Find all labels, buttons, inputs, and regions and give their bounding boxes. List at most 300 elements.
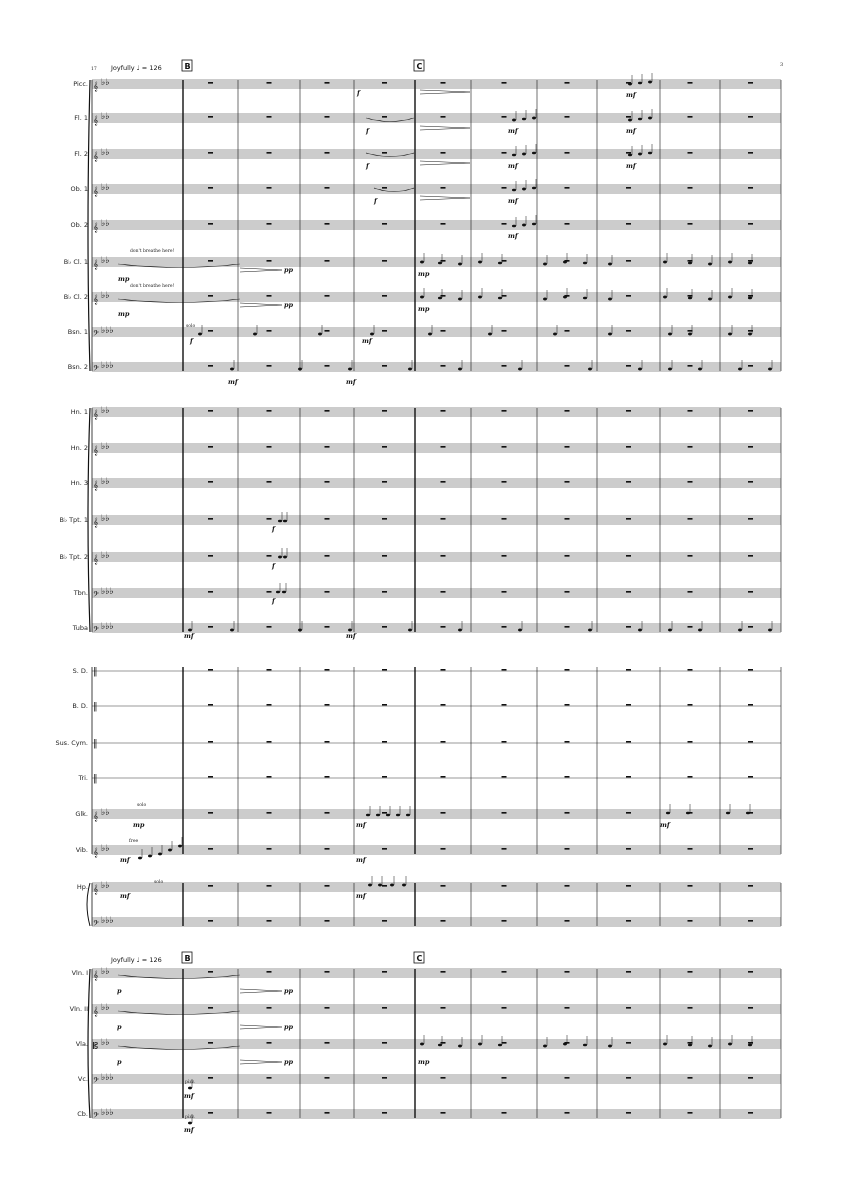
dynamic-f: f xyxy=(272,562,275,570)
measure-rest xyxy=(502,1007,507,1009)
glk-harp-note xyxy=(376,814,380,817)
measure-rest xyxy=(565,1007,570,1009)
dynamic-mp: mp xyxy=(418,305,430,313)
measure-rest xyxy=(502,669,507,671)
flute-run-note xyxy=(512,119,516,122)
measure-rest xyxy=(208,295,213,297)
melody-note-vla xyxy=(608,1045,612,1048)
flute-run-note xyxy=(532,223,536,226)
measure-rest xyxy=(382,555,387,557)
melody-note-cl1 xyxy=(543,263,547,266)
measure-rest xyxy=(208,1077,213,1079)
dynamic-mf: mf xyxy=(626,127,636,135)
staff-tbn xyxy=(73,587,781,601)
measure-rest xyxy=(382,848,387,850)
dynamic-f: f xyxy=(366,162,369,170)
measure-rest xyxy=(441,187,446,189)
glk-harp-note xyxy=(366,814,370,817)
text-pizz: pizz. xyxy=(185,1115,196,1120)
measure-rest xyxy=(441,971,446,973)
staff-vla xyxy=(76,1038,781,1052)
measure-rest xyxy=(688,626,693,628)
dynamic-pp: pp xyxy=(284,1023,294,1031)
dynamic-pp: pp xyxy=(284,266,294,274)
clef-bass: 𝄢 xyxy=(93,591,99,601)
clef-alto: 𝄡 xyxy=(93,1042,99,1052)
dynamic-mf: mf xyxy=(346,378,356,386)
dynamic-mf: mf xyxy=(626,162,636,170)
clef-treble: 𝄞 xyxy=(93,152,99,162)
measure-rest xyxy=(565,885,570,887)
measure-rest xyxy=(688,1007,693,1009)
rehearsal-mark-c-top xyxy=(414,60,424,71)
melody-note-cl1 xyxy=(748,262,752,265)
measure-rest xyxy=(565,116,570,118)
measure-rest xyxy=(382,704,387,706)
glk-harp-note xyxy=(726,812,730,815)
measure-rest xyxy=(382,82,387,84)
bassoon2-note xyxy=(230,368,234,371)
bracket-woodwinds xyxy=(88,80,90,371)
brass-figure-note xyxy=(282,591,286,594)
melody-note-cl2 xyxy=(420,296,424,299)
staff-ob1 xyxy=(70,183,781,197)
measure-rest xyxy=(325,971,330,973)
measure-rest xyxy=(565,776,570,778)
clef-perc: ‖ xyxy=(93,774,98,784)
measure-rest xyxy=(208,626,213,628)
measure-rest xyxy=(626,187,631,189)
melody-note-cl1 xyxy=(608,263,612,266)
dynamic-mf: mf xyxy=(184,1092,194,1100)
melody-note-cl2 xyxy=(478,296,482,299)
text-solo: solo xyxy=(186,324,196,329)
instrument-label: Tri. xyxy=(78,774,88,782)
measure-rest xyxy=(382,295,387,297)
flute-run-note xyxy=(648,152,652,155)
measure-rest xyxy=(626,1042,631,1044)
key-signature: ♭♭♭ xyxy=(101,1073,114,1083)
measure-rest xyxy=(325,812,330,814)
measure-rest xyxy=(382,410,387,412)
clef-bass: 𝄢 xyxy=(93,1112,99,1122)
measure-rest xyxy=(441,812,446,814)
measure-rest xyxy=(565,330,570,332)
measure-rest xyxy=(382,591,387,593)
staff-bsn1 xyxy=(68,326,781,340)
melody-note-vla xyxy=(583,1044,587,1047)
instrument-label: Vln. I xyxy=(71,969,88,977)
instrument-label: Sus. Cym. xyxy=(55,739,88,747)
staff-sd xyxy=(73,667,781,677)
measure-rest xyxy=(267,1077,272,1079)
dynamic-f: f xyxy=(357,89,360,97)
staff-hn2 xyxy=(71,442,781,456)
measure-rest xyxy=(441,365,446,367)
instrument-label: B. D. xyxy=(72,702,88,710)
dynamic-f: f xyxy=(366,127,369,135)
bassoon2-note xyxy=(668,368,672,371)
pizz-note xyxy=(188,1087,192,1090)
measure-rest xyxy=(626,555,631,557)
measure-rest xyxy=(502,116,507,118)
dynamic-mf: mf xyxy=(120,892,130,900)
measure-rest xyxy=(502,704,507,706)
measure-rest xyxy=(748,518,753,520)
measure-rest xyxy=(441,223,446,225)
melody-note-cl1 xyxy=(583,262,587,265)
staff-bd xyxy=(72,702,781,712)
melody-note-cl1 xyxy=(478,261,482,264)
dynamic-mf: mf xyxy=(346,632,356,640)
key-signature: ♭♭ xyxy=(101,477,110,487)
staff-hp_lo xyxy=(92,916,781,930)
measure-rest xyxy=(748,704,753,706)
measure-rest xyxy=(382,260,387,262)
dynamic-pp: pp xyxy=(284,1058,294,1066)
measure-rest xyxy=(382,1042,387,1044)
staff-tuba xyxy=(72,622,781,636)
key-signature: ♭♭ xyxy=(101,514,110,524)
measure-rest xyxy=(748,885,753,887)
clef-treble: 𝄞 xyxy=(93,223,99,233)
measure-rest xyxy=(267,223,272,225)
melody-note-vla xyxy=(563,1043,567,1046)
measure-rest xyxy=(626,812,631,814)
measure-rest xyxy=(382,741,387,743)
measure-rest xyxy=(208,365,213,367)
measure-rest xyxy=(502,152,507,154)
flute-run-note xyxy=(628,119,632,122)
measure-rest xyxy=(748,920,753,922)
bassoon-note xyxy=(428,333,432,336)
measure-rest xyxy=(382,669,387,671)
measure-rest xyxy=(565,971,570,973)
melody-note-cl2 xyxy=(663,296,667,299)
key-signature: ♭♭ xyxy=(101,256,110,266)
dynamic-f: f xyxy=(272,525,275,533)
measure-rest xyxy=(267,446,272,448)
measure-rest xyxy=(565,669,570,671)
measure-rest xyxy=(208,920,213,922)
measure-rest xyxy=(267,152,272,154)
dynamic-mp: mp xyxy=(118,310,130,318)
measure-rest xyxy=(565,82,570,84)
measure-rest xyxy=(565,626,570,628)
measure-rest xyxy=(382,626,387,628)
measure-rest xyxy=(208,1112,213,1114)
measure-rest xyxy=(267,741,272,743)
melody-note-cl1 xyxy=(688,262,692,265)
measure-rest xyxy=(267,669,272,671)
instrument-label: Hp. xyxy=(76,883,88,891)
measure-rest xyxy=(688,669,693,671)
svg-text:C: C xyxy=(416,954,423,963)
melody-note-vla xyxy=(728,1043,732,1046)
measure-rest xyxy=(748,187,753,189)
bassoon2-note xyxy=(298,368,302,371)
bracket-brass xyxy=(88,408,90,632)
melody-note-cl2 xyxy=(583,297,587,300)
clef-perc: ‖ xyxy=(93,739,98,749)
measure-rest xyxy=(626,410,631,412)
measure-rest xyxy=(626,741,631,743)
svg-text:B: B xyxy=(184,954,191,963)
measure-rest xyxy=(626,223,631,225)
measure-rest xyxy=(748,555,753,557)
measure-rest xyxy=(502,885,507,887)
staff-fl1 xyxy=(74,112,781,126)
staff-tpt2 xyxy=(59,551,781,565)
measure-rest xyxy=(626,330,631,332)
measure-rest xyxy=(382,330,387,332)
melody-note-vla xyxy=(438,1044,442,1047)
vib-run-note xyxy=(178,845,182,848)
measure-rest xyxy=(208,812,213,814)
measure-rest xyxy=(208,1007,213,1009)
measure-rest xyxy=(748,971,753,973)
melody-note-cl2 xyxy=(608,298,612,301)
measure-rest xyxy=(267,1042,272,1044)
dynamic-mf: mf xyxy=(184,1126,194,1134)
key-signature: ♭♭ xyxy=(101,219,110,229)
measure-rest xyxy=(626,848,631,850)
barline-group-4 xyxy=(92,969,781,1118)
measure-rest xyxy=(748,223,753,225)
glk-harp-note xyxy=(666,812,670,815)
measure-rest xyxy=(208,260,213,262)
staff-glk xyxy=(75,808,781,822)
instrument-label: Vln. II xyxy=(69,1005,88,1013)
measure-rest xyxy=(626,1007,631,1009)
brass-figure-note xyxy=(283,556,287,559)
measure-rest xyxy=(626,704,631,706)
instrument-label: B♭ Tpt. 2 xyxy=(59,553,88,561)
melody-note-cl1 xyxy=(728,261,732,264)
measure-rest xyxy=(748,848,753,850)
measure-rest xyxy=(688,223,693,225)
clef-treble: 𝄞 xyxy=(93,555,99,565)
instrument-label: B♭ Cl. 1 xyxy=(63,258,88,266)
measure-rest xyxy=(325,920,330,922)
bassoon2-note xyxy=(408,368,412,371)
bassoon2-note xyxy=(518,368,522,371)
decrescendo-hairpin xyxy=(420,196,470,200)
measure-rest xyxy=(626,669,631,671)
instrument-label: Tbn. xyxy=(73,589,88,597)
measure-rest xyxy=(565,481,570,483)
measure-rest xyxy=(748,82,753,84)
bassoon-note xyxy=(318,333,322,336)
measure-rest xyxy=(325,295,330,297)
clef-treble: 𝄞 xyxy=(93,260,99,270)
bracket-strings xyxy=(88,969,90,1118)
flute-run-note xyxy=(522,188,526,191)
melody-note-vla xyxy=(708,1045,712,1048)
measure-rest xyxy=(441,741,446,743)
glk-harp-note xyxy=(378,884,382,887)
tuba-note xyxy=(188,629,192,632)
measure-rest xyxy=(565,187,570,189)
rehearsal-mark-b-top xyxy=(182,60,192,71)
measure-rest xyxy=(502,848,507,850)
measure-rest xyxy=(626,626,631,628)
measure-rest xyxy=(325,410,330,412)
measure-rest xyxy=(208,1042,213,1044)
decrescendo-hairpin xyxy=(240,1025,282,1029)
instrument-label: Glk. xyxy=(75,810,88,818)
flute-run-note xyxy=(638,153,642,156)
measure-rest xyxy=(626,920,631,922)
measure-rest xyxy=(382,116,387,118)
bassoon2-note xyxy=(768,368,772,371)
measure-rest xyxy=(267,365,272,367)
tempo-marking-strings: Joyfully ♩ = 126 xyxy=(111,956,162,964)
vib-run-note xyxy=(168,849,172,852)
tuba-note xyxy=(458,629,462,632)
measure-rest xyxy=(267,1007,272,1009)
measure-rest xyxy=(502,776,507,778)
instrument-label: Fl. 1 xyxy=(74,114,88,122)
melody-note-cl2 xyxy=(498,297,502,300)
measure-rest xyxy=(502,82,507,84)
measure-rest xyxy=(748,152,753,154)
instrument-label: Fl. 2 xyxy=(74,150,88,158)
staff-picc xyxy=(73,78,781,92)
flute-run-note xyxy=(522,153,526,156)
staff-hn3 xyxy=(71,477,781,491)
flute-run-note xyxy=(532,117,536,120)
bassoon-note xyxy=(728,333,732,336)
measure-rest xyxy=(382,812,387,814)
bassoon2-note xyxy=(588,368,592,371)
measure-rest xyxy=(748,669,753,671)
measure-rest xyxy=(441,669,446,671)
measure-rest xyxy=(565,741,570,743)
measure-rest xyxy=(267,704,272,706)
melody-note-vla xyxy=(498,1044,502,1047)
barline-group-3 xyxy=(92,883,781,926)
melody-note-cl1 xyxy=(708,263,712,266)
svg-text:C: C xyxy=(416,62,423,71)
measure-rest xyxy=(688,885,693,887)
vib-run-note xyxy=(158,853,162,856)
clef-treble: 𝄞 xyxy=(93,971,99,981)
tuba-note xyxy=(408,629,412,632)
bassoon-note xyxy=(748,333,752,336)
flute-run-note xyxy=(522,224,526,227)
bassoon-note xyxy=(198,333,202,336)
text-solo: solo xyxy=(154,880,164,885)
clef-bass: 𝄢 xyxy=(93,330,99,340)
measure-rest xyxy=(502,920,507,922)
instrument-label: Bsn. 1 xyxy=(67,328,88,336)
dynamic-mf: mf xyxy=(508,197,518,205)
measure-rest xyxy=(441,1112,446,1114)
key-signature: ♭♭ xyxy=(101,1003,110,1013)
tuba-note xyxy=(230,629,234,632)
rehearsal-mark-b-strings xyxy=(182,952,192,963)
clef-treble: 𝄞 xyxy=(93,446,99,456)
measure-rest xyxy=(325,1077,330,1079)
page-number: 3 xyxy=(780,62,784,68)
flute-run-note xyxy=(628,154,632,157)
melody-note-cl2 xyxy=(748,297,752,300)
measure-rest xyxy=(382,446,387,448)
bassoon-note xyxy=(668,333,672,336)
measure-rest xyxy=(208,669,213,671)
melody-note-vla xyxy=(478,1043,482,1046)
flute-run-note xyxy=(512,225,516,228)
clef-treble: 𝄞 xyxy=(93,410,99,420)
measure-rest xyxy=(267,518,272,520)
measure-rest xyxy=(208,187,213,189)
measure-rest xyxy=(502,741,507,743)
melody-note-cl2 xyxy=(458,298,462,301)
instrument-label: Picc. xyxy=(73,80,88,88)
decrescendo-hairpin xyxy=(420,90,470,94)
measure-rest xyxy=(748,410,753,412)
measure-rest xyxy=(267,971,272,973)
staff-hn1 xyxy=(71,406,781,420)
measure-rest xyxy=(267,260,272,262)
measure-rest xyxy=(325,741,330,743)
measure-rest xyxy=(688,1112,693,1114)
vib-run-note xyxy=(148,855,152,858)
measure-rest xyxy=(748,626,753,628)
dynamic-pp: pp xyxy=(284,987,294,995)
staff-tpt1 xyxy=(59,514,781,528)
measure-rest xyxy=(441,82,446,84)
clef-bass: 𝄢 xyxy=(93,626,99,636)
glk-harp-note xyxy=(402,884,406,887)
melody-note-cl2 xyxy=(708,298,712,301)
key-signature: ♭♭ xyxy=(101,78,110,88)
measure-rest xyxy=(208,518,213,520)
tuba-note xyxy=(768,629,772,632)
measure-rest xyxy=(441,776,446,778)
measure-rest xyxy=(325,1042,330,1044)
measure-rest xyxy=(208,555,213,557)
clef-treble: 𝄞 xyxy=(93,885,99,895)
measure-rest xyxy=(748,1077,753,1079)
measure-rest xyxy=(267,885,272,887)
glk-harp-note xyxy=(406,814,410,817)
instrument-label: Ob. 2 xyxy=(70,221,88,229)
bassoon-note xyxy=(488,333,492,336)
instrument-label: Vla. xyxy=(75,1040,88,1048)
measure-rest xyxy=(267,116,272,118)
measure-rest xyxy=(382,365,387,367)
tuba-note xyxy=(668,629,672,632)
key-signature: ♭♭ xyxy=(101,844,110,854)
measure-rest xyxy=(325,446,330,448)
glk-harp-note xyxy=(386,814,390,817)
measure-rest xyxy=(626,446,631,448)
measure-rest xyxy=(565,410,570,412)
measure-rest xyxy=(208,410,213,412)
measure-rest xyxy=(626,885,631,887)
melody-note-cl1 xyxy=(438,262,442,265)
tuba-note xyxy=(588,629,592,632)
decrescendo-hairpin xyxy=(420,161,470,165)
bassoon-note xyxy=(253,333,257,336)
tuba-note xyxy=(298,629,302,632)
measure-rest xyxy=(688,741,693,743)
dynamic-mp: mp xyxy=(133,821,145,829)
measure-rest xyxy=(626,116,631,118)
measure-rest xyxy=(441,330,446,332)
